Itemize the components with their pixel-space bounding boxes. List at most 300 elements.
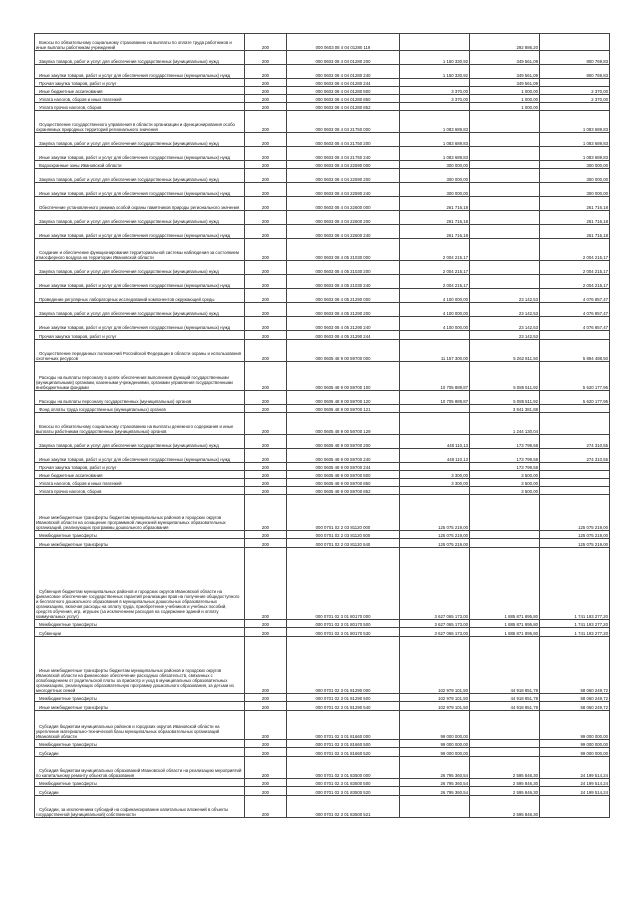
- approved-assignments-cell: 448 110,13: [400, 449, 470, 463]
- approved-assignments-cell: [400, 413, 470, 435]
- expense-name-cell: Создание и обеспечение функционирования территориальной системы наблюдения за состоянием атмосферного воздуха на территории Ивановской области: [35, 239, 245, 261]
- unexecuted-amount-cell: 24 199 514,24: [540, 787, 610, 796]
- executed-amount-cell: [470, 531, 540, 539]
- budget-classification-code-cell: 000 0603 08 4 04 22590 240: [287, 183, 400, 197]
- budget-classification-code-cell: 000 0701 02 3 01 83500 520: [287, 787, 400, 796]
- budget-classification-code-cell: 000 0701 02 3 01 81660 000: [287, 711, 400, 740]
- unexecuted-amount-cell: [540, 405, 610, 413]
- approved-assignments-cell: 3 300,00: [400, 471, 470, 479]
- line-code-cell: 200: [245, 87, 287, 95]
- expense-name-cell: Расходы на выплаты персоналу государственных (муниципальных) органов: [35, 391, 245, 405]
- executed-amount-cell: 173 799,58: [470, 463, 540, 471]
- table-row: [35, 413, 610, 435]
- approved-assignments-cell: 261 716,18: [400, 197, 470, 211]
- budget-expenditure-table: [34, 33, 610, 818]
- unexecuted-amount-cell: 1 741 193 277,20: [540, 548, 610, 620]
- unexecuted-amount-cell: 300 000,00: [540, 161, 610, 169]
- line-code-cell: 200: [245, 51, 287, 65]
- budget-classification-code-cell: 000 0603 08 4 05 21030 240: [287, 275, 400, 289]
- executed-amount-cell: [470, 239, 540, 261]
- unexecuted-amount-cell: 5 620 177,95: [540, 391, 610, 405]
- table-row: [35, 317, 610, 331]
- unexecuted-amount-cell: [540, 413, 610, 435]
- budget-classification-code-cell: 000 0603 08 4 05 21290 000: [287, 289, 400, 303]
- table-row: [35, 51, 610, 65]
- approved-assignments-cell: 3 627 065 173,00: [400, 548, 470, 620]
- table-row: [35, 628, 610, 637]
- expense-name-cell: Закупка товаров, работ и услуг для обеспечения государственных (муниципальных) нужд: [35, 211, 245, 225]
- line-code-cell: 200: [245, 796, 287, 818]
- executed-amount-cell: 1 885 871 895,80: [470, 548, 540, 620]
- approved-assignments-cell: 26 795 360,54: [400, 779, 470, 787]
- table-row: [35, 103, 610, 111]
- line-code-cell: 200: [245, 471, 287, 479]
- expense-name-cell: Субвенция бюджетам муниципальных районов и городских округов Ивановской области на финансовое обеспечение государственных гарантий реализации прав на получение общедоступного и бесплатного дошкольного образования в муниципальных дошкольных образовательных организациях, включая расходы на оплату труда, приобретение учебников и учебных пособий, средств обучения, игр, игрушек (за исключением расходов на содержание зданий и оплату коммунальных услуг): [35, 548, 245, 620]
- approved-assignments-cell: 261 716,18: [400, 225, 470, 239]
- table-row: [35, 147, 610, 161]
- executed-amount-cell: 1 885 871 895,80: [470, 620, 540, 628]
- expense-name-cell: Иные межбюджетные трансферты бюджетам муниципальных районов и городских округов Ивановской области на финансовое обеспечение расходных обязательств, связанных с освобождением от родительской платы за присмотр и уход в муниципальных образовательных организациях, реализующих образовательную программу дошкольного образования, за детьми из многодетных семей: [35, 637, 245, 694]
- budget-classification-code-cell: 000 0603 08 4 04 22600 000: [287, 197, 400, 211]
- approved-assignments-cell: 3 627 065 173,00: [400, 628, 470, 637]
- line-code-cell: 200: [245, 757, 287, 779]
- line-code-cell: 200: [245, 169, 287, 183]
- executed-amount-cell: 44 918 851,78: [470, 702, 540, 711]
- table-row: [35, 495, 610, 531]
- line-code-cell: 200: [245, 303, 287, 317]
- expense-name-cell: Осуществление государственного управления в области организации и функционирования особо охраняемых природных территорий регионального значения: [35, 111, 245, 133]
- table-row: [35, 111, 610, 133]
- expense-name-cell: Межбюджетные трансферты: [35, 779, 245, 787]
- line-code-cell: 200: [245, 391, 287, 405]
- expense-name-cell: Субвенции: [35, 628, 245, 637]
- budget-classification-code-cell: 000 0701 02 3 01 83500 500: [287, 779, 400, 787]
- approved-assignments-cell: 4 100 000,00: [400, 317, 470, 331]
- budget-classification-code-cell: 000 0603 08 4 05 21290 244: [287, 331, 400, 340]
- executed-amount-cell: 2 595 846,30: [470, 796, 540, 818]
- line-code-cell: 200: [245, 740, 287, 748]
- approved-assignments-cell: 300 000,00: [400, 183, 470, 197]
- table-row: [35, 637, 610, 694]
- line-code-cell: 200: [245, 413, 287, 435]
- approved-assignments-cell: 99 000 000,00: [400, 748, 470, 757]
- executed-amount-cell: 44 918 851,78: [470, 637, 540, 694]
- executed-amount-cell: [470, 111, 540, 133]
- budget-classification-code-cell: 000 0605 48 9 00 59700 244: [287, 463, 400, 471]
- executed-amount-cell: 2 595 846,30: [470, 757, 540, 779]
- executed-amount-cell: 349 561,09: [470, 79, 540, 87]
- expense-name-cell: Субсидии: [35, 787, 245, 796]
- budget-classification-code-cell: 000 0605 48 9 00 59700 200: [287, 435, 400, 449]
- table-row: [35, 405, 610, 413]
- table-row: [35, 796, 610, 818]
- unexecuted-amount-cell: 1 741 193 277,20: [540, 620, 610, 628]
- line-code-cell: 200: [245, 147, 287, 161]
- budget-classification-code-cell: 000 0605 48 9 00 59700 129: [287, 413, 400, 435]
- approved-assignments-cell: 1 083 689,83: [400, 111, 470, 133]
- executed-amount-cell: [470, 211, 540, 225]
- approved-assignments-cell: 2 004 215,17: [400, 261, 470, 275]
- line-code-cell: 200: [245, 779, 287, 787]
- budget-classification-code-cell: 000 0701 02 3 01 83500 000: [287, 757, 400, 779]
- table-row: [35, 748, 610, 757]
- budget-classification-code-cell: 000 0603 08 4 04 01280 800: [287, 87, 400, 95]
- unexecuted-amount-cell: 274 310,55: [540, 435, 610, 449]
- approved-assignments-cell: 125 075 219,00: [400, 495, 470, 531]
- budget-classification-code-cell: 000 0701 02 3 01 81660 500: [287, 740, 400, 748]
- executed-amount-cell: 292 886,20: [470, 34, 540, 51]
- unexecuted-amount-cell: [540, 79, 610, 87]
- expense-name-cell: Осуществление переданных полномочий Российской Федерации в области охраны и использования охотничьих ресурсов: [35, 340, 245, 362]
- line-code-cell: 200: [245, 748, 287, 757]
- budget-classification-code-cell: 000 0603 08 4 04 21750 240: [287, 147, 400, 161]
- unexecuted-amount-cell: [540, 487, 610, 495]
- expense-name-cell: Уплата налогов, сборов и иных платежей: [35, 479, 245, 487]
- approved-assignments-cell: 2 004 215,17: [400, 275, 470, 289]
- unexecuted-amount-cell: 24 199 514,24: [540, 779, 610, 787]
- executed-amount-cell: [470, 161, 540, 169]
- approved-assignments-cell: 11 157 300,00: [400, 340, 470, 362]
- approved-assignments-cell: 3 627 065 173,00: [400, 620, 470, 628]
- line-code-cell: 200: [245, 340, 287, 362]
- table-row: [35, 331, 610, 340]
- executed-amount-cell: 1 000,00: [470, 95, 540, 103]
- line-code-cell: 200: [245, 65, 287, 79]
- unexecuted-amount-cell: 125 075 219,00: [540, 495, 610, 531]
- budget-classification-code-cell: 000 0605 48 9 00 59700 120: [287, 391, 400, 405]
- expense-name-cell: Фонд оплаты труда государственных (муниципальных) органов: [35, 405, 245, 413]
- approved-assignments-cell: [400, 34, 470, 51]
- table-row: [35, 289, 610, 303]
- executed-amount-cell: 2 595 846,30: [470, 787, 540, 796]
- expense-name-cell: Иные закупки товаров, работ и услуг для обеспечения государственных (муниципальных) нужд: [35, 183, 245, 197]
- executed-amount-cell: [470, 748, 540, 757]
- table-row: [35, 449, 610, 463]
- executed-amount-cell: 3 841 381,88: [470, 405, 540, 413]
- approved-assignments-cell: 3 370,00: [400, 95, 470, 103]
- table-row: [35, 702, 610, 711]
- table-row: [35, 65, 610, 79]
- budget-classification-code-cell: 000 0603 08 4 04 22600 200: [287, 211, 400, 225]
- budget-classification-code-cell: 000 0605 48 9 00 59700 100: [287, 362, 400, 391]
- executed-amount-cell: 349 561,09: [470, 65, 540, 79]
- expense-name-cell: Иные бюджетные ассигнования: [35, 87, 245, 95]
- approved-assignments-cell: 10 705 889,87: [400, 362, 470, 391]
- budget-classification-code-cell: 000 0603 08 4 04 01280 244: [287, 79, 400, 87]
- line-code-cell: 200: [245, 261, 287, 275]
- unexecuted-amount-cell: 1 083 689,83: [540, 133, 610, 147]
- expense-name-cell: Водоохранные зоны Ивановской области: [35, 161, 245, 169]
- executed-amount-cell: 3 500,00: [470, 487, 540, 495]
- table-row: [35, 79, 610, 87]
- approved-assignments-cell: 99 000 000,00: [400, 740, 470, 748]
- line-code-cell: 200: [245, 133, 287, 147]
- table-row: [35, 620, 610, 628]
- budget-classification-code-cell: 000 0603 08 4 05 21290 240: [287, 317, 400, 331]
- budget-classification-code-cell: 000 0701 02 3 01 81290 000: [287, 637, 400, 694]
- budget-classification-code-cell: 000 0603 08 4 04 22590 200: [287, 169, 400, 183]
- approved-assignments-cell: 102 979 101,50: [400, 694, 470, 702]
- budget-classification-code-cell: 000 0605 48 9 00 59700 850: [287, 479, 400, 487]
- expense-name-cell: Проведение регулярных лабораторных исследований компонентов окружающей среды: [35, 289, 245, 303]
- budget-classification-code-cell: 000 0701 02 3 01 81290 540: [287, 702, 400, 711]
- unexecuted-amount-cell: [540, 463, 610, 471]
- expense-name-cell: Иные закупки товаров, работ и услуг для обеспечения государственных (муниципальных) нужд: [35, 449, 245, 463]
- table-row: [35, 694, 610, 702]
- line-code-cell: 200: [245, 183, 287, 197]
- budget-classification-code-cell: 000 0701 02 3 01 80170 000: [287, 548, 400, 620]
- approved-assignments-cell: 4 100 000,00: [400, 303, 470, 317]
- unexecuted-amount-cell: 4 076 857,47: [540, 289, 610, 303]
- budget-classification-code-cell: 000 0701 02 3 01 80170 500: [287, 620, 400, 628]
- line-code-cell: 200: [245, 487, 287, 495]
- executed-amount-cell: 23 142,53: [470, 303, 540, 317]
- line-code-cell: 200: [245, 197, 287, 211]
- expense-name-cell: Иные закупки товаров, работ и услуг для обеспечения государственных (муниципальных) нужд: [35, 65, 245, 79]
- table-row: [35, 711, 610, 740]
- unexecuted-amount-cell: 274 310,55: [540, 449, 610, 463]
- unexecuted-amount-cell: 99 000 000,00: [540, 748, 610, 757]
- line-code-cell: 200: [245, 103, 287, 111]
- expense-name-cell: Иные межбюджетные трансферты: [35, 539, 245, 548]
- approved-assignments-cell: [400, 331, 470, 340]
- approved-assignments-cell: [400, 405, 470, 413]
- executed-amount-cell: 23 142,53: [470, 331, 540, 340]
- executed-amount-cell: 5 085 511,92: [470, 391, 540, 405]
- expense-name-cell: Закупка товаров, работ и услуг для обеспечения государственных (муниципальных) нужд: [35, 261, 245, 275]
- line-code-cell: 200: [245, 637, 287, 694]
- expense-name-cell: Уплата налогов, сборов и иных платежей: [35, 95, 245, 103]
- approved-assignments-cell: [400, 79, 470, 87]
- table-row: [35, 787, 610, 796]
- executed-amount-cell: [470, 169, 540, 183]
- line-code-cell: 200: [245, 449, 287, 463]
- expense-name-cell: Закупка товаров, работ и услуг для обеспечения государственных (муниципальных) нужд: [35, 303, 245, 317]
- executed-amount-cell: 5 262 811,50: [470, 340, 540, 362]
- unexecuted-amount-cell: 125 075 219,00: [540, 539, 610, 548]
- approved-assignments-cell: [400, 796, 470, 818]
- expense-name-cell: Межбюджетные трансферты: [35, 694, 245, 702]
- unexecuted-amount-cell: [540, 34, 610, 51]
- budget-classification-code-cell: 000 0603 08 4 04 01280 850: [287, 95, 400, 103]
- executed-amount-cell: [470, 711, 540, 740]
- executed-amount-cell: 1 244 130,04: [470, 413, 540, 435]
- unexecuted-amount-cell: 1 083 689,83: [540, 147, 610, 161]
- expense-name-cell: Субсидия бюджетам муниципальных образований Ивановской области на реализацию мероприятий по капитальному ремонту объектов образования: [35, 757, 245, 779]
- unexecuted-amount-cell: 1 083 689,83: [540, 111, 610, 133]
- budget-classification-code-cell: 000 0605 48 9 00 59700 121: [287, 405, 400, 413]
- approved-assignments-cell: [400, 463, 470, 471]
- approved-assignments-cell: 1 083 689,83: [400, 133, 470, 147]
- executed-amount-cell: [470, 225, 540, 239]
- approved-assignments-cell: 300 000,00: [400, 169, 470, 183]
- budget-classification-code-cell: 000 0701 02 2 03 81120 540: [287, 539, 400, 548]
- unexecuted-amount-cell: [540, 796, 610, 818]
- approved-assignments-cell: 10 705 889,87: [400, 391, 470, 405]
- budget-classification-code-cell: 000 0701 02 3 01 83500 521: [287, 796, 400, 818]
- expense-name-cell: Субсидии, за исключением субсидий на софинансирование капитальных вложений в объекты государственной (муниципальной) собственности: [35, 796, 245, 818]
- expense-name-cell: Уплата прочих налогов, сборов: [35, 487, 245, 495]
- executed-amount-cell: 349 561,09: [470, 51, 540, 65]
- budget-classification-code-cell: 000 0603 08 4 04 22600 240: [287, 225, 400, 239]
- approved-assignments-cell: 3 300,00: [400, 479, 470, 487]
- unexecuted-amount-cell: 4 076 857,47: [540, 317, 610, 331]
- table-row: [35, 225, 610, 239]
- budget-classification-code-cell: 000 0605 48 9 00 59700 000: [287, 340, 400, 362]
- line-code-cell: 200: [245, 111, 287, 133]
- budget-classification-code-cell: 000 0701 02 2 03 81120 000: [287, 495, 400, 531]
- expense-name-cell: Иные закупки товаров, работ и услуг для обеспечения государственных (муниципальных) нужд: [35, 317, 245, 331]
- line-code-cell: 200: [245, 531, 287, 539]
- expense-name-cell: Закупка товаров, работ и услуг для обеспечения государственных (муниципальных) нужд: [35, 51, 245, 65]
- executed-amount-cell: [470, 183, 540, 197]
- approved-assignments-cell: 26 795 360,54: [400, 787, 470, 796]
- expense-name-cell: Расходы на выплаты персоналу в целях обеспечения выполнения функций государственными (муниципальными) органами, казенными учреждениями, органами управления государственными внебюджетными фондами: [35, 362, 245, 391]
- table-row: [35, 239, 610, 261]
- budget-classification-code-cell: 000 0701 02 3 01 80170 530: [287, 628, 400, 637]
- expense-name-cell: Субсидии: [35, 748, 245, 757]
- approved-assignments-cell: 1 150 330,92: [400, 51, 470, 65]
- line-code-cell: 200: [245, 79, 287, 87]
- line-code-cell: 200: [245, 548, 287, 620]
- expense-name-cell: Прочая закупка товаров, работ и услуг: [35, 79, 245, 87]
- line-code-cell: 200: [245, 702, 287, 711]
- unexecuted-amount-cell: 5 894 488,50: [540, 340, 610, 362]
- unexecuted-amount-cell: 58 060 249,72: [540, 694, 610, 702]
- table-row: [35, 161, 610, 169]
- table-row: [35, 391, 610, 405]
- unexecuted-amount-cell: 2 004 215,17: [540, 239, 610, 261]
- expense-name-cell: Иные закупки товаров, работ и услуг для обеспечения государственных (муниципальных) нужд: [35, 147, 245, 161]
- line-code-cell: 200: [245, 405, 287, 413]
- executed-amount-cell: [470, 539, 540, 548]
- executed-amount-cell: 1 000,00: [470, 103, 540, 111]
- table-row: [35, 779, 610, 787]
- budget-classification-code-cell: 000 0603 08 4 04 01280 852: [287, 103, 400, 111]
- line-code-cell: 200: [245, 479, 287, 487]
- table-body: [35, 34, 610, 818]
- line-code-cell: 200: [245, 620, 287, 628]
- table-row: [35, 757, 610, 779]
- table-row: [35, 211, 610, 225]
- executed-amount-cell: [470, 740, 540, 748]
- unexecuted-amount-cell: 2 004 215,17: [540, 275, 610, 289]
- executed-amount-cell: [470, 275, 540, 289]
- executed-amount-cell: [470, 495, 540, 531]
- table-row: [35, 362, 610, 391]
- table-row: [35, 539, 610, 548]
- approved-assignments-cell: 448 110,13: [400, 435, 470, 449]
- approved-assignments-cell: 125 075 219,00: [400, 539, 470, 548]
- line-code-cell: 200: [245, 539, 287, 548]
- budget-classification-code-cell: 000 0603 08 4 05 21030 200: [287, 261, 400, 275]
- line-code-cell: 200: [245, 331, 287, 340]
- executed-amount-cell: 44 918 851,78: [470, 694, 540, 702]
- table-row: [35, 531, 610, 539]
- line-code-cell: 200: [245, 463, 287, 471]
- line-code-cell: 200: [245, 362, 287, 391]
- budget-classification-code-cell: 000 0701 02 3 01 81290 500: [287, 694, 400, 702]
- unexecuted-amount-cell: [540, 479, 610, 487]
- budget-execution-report-page: [34, 33, 609, 818]
- table-row: [35, 95, 610, 103]
- line-code-cell: 200: [245, 694, 287, 702]
- budget-classification-code-cell: 000 0603 08 4 04 21750 000: [287, 111, 400, 133]
- expense-name-cell: Иные закупки товаров, работ и услуг для обеспечения государственных (муниципальных) нужд: [35, 225, 245, 239]
- expense-name-cell: Закупка товаров, работ и услуг для обеспечения государственных (муниципальных) нужд: [35, 435, 245, 449]
- budget-classification-code-cell: 000 0605 48 9 00 59700 800: [287, 471, 400, 479]
- unexecuted-amount-cell: 800 769,83: [540, 51, 610, 65]
- unexecuted-amount-cell: 4 076 857,47: [540, 303, 610, 317]
- table-row: [35, 197, 610, 211]
- unexecuted-amount-cell: 58 060 249,72: [540, 637, 610, 694]
- budget-classification-code-cell: 000 0701 02 3 01 81660 520: [287, 748, 400, 757]
- table-row: [35, 275, 610, 289]
- table-row: [35, 740, 610, 748]
- budget-classification-code-cell: 000 0603 08 4 04 01280 240: [287, 65, 400, 79]
- expense-name-cell: Иные межбюджетные трансферты: [35, 702, 245, 711]
- line-code-cell: 200: [245, 317, 287, 331]
- line-code-cell: 200: [245, 34, 287, 51]
- approved-assignments-cell: 125 075 219,00: [400, 531, 470, 539]
- table-row: [35, 471, 610, 479]
- budget-classification-code-cell: 000 0603 08 4 04 21750 200: [287, 133, 400, 147]
- executed-amount-cell: [470, 197, 540, 211]
- unexecuted-amount-cell: [540, 471, 610, 479]
- expense-name-cell: Межбюджетные трансферты: [35, 620, 245, 628]
- executed-amount-cell: 3 500,00: [470, 471, 540, 479]
- approved-assignments-cell: 102 979 101,50: [400, 702, 470, 711]
- unexecuted-amount-cell: 99 000 000,00: [540, 711, 610, 740]
- unexecuted-amount-cell: 2 370,00: [540, 87, 610, 95]
- unexecuted-amount-cell: 2 370,00: [540, 95, 610, 103]
- approved-assignments-cell: 300 000,00: [400, 161, 470, 169]
- unexecuted-amount-cell: 125 075 219,00: [540, 531, 610, 539]
- table-row: [35, 548, 610, 620]
- table-row: [35, 487, 610, 495]
- approved-assignments-cell: 1 083 689,83: [400, 147, 470, 161]
- expense-name-cell: Прочая закупка товаров, работ и услуг: [35, 463, 245, 471]
- expense-name-cell: Закупка товаров, работ и услуг для обеспечения государственных (муниципальных) нужд: [35, 133, 245, 147]
- approved-assignments-cell: 3 370,00: [400, 87, 470, 95]
- line-code-cell: 200: [245, 711, 287, 740]
- unexecuted-amount-cell: 5 620 177,95: [540, 362, 610, 391]
- unexecuted-amount-cell: 300 000,00: [540, 183, 610, 197]
- executed-amount-cell: 23 142,53: [470, 289, 540, 303]
- unexecuted-amount-cell: 800 769,83: [540, 65, 610, 79]
- table-row: [35, 340, 610, 362]
- unexecuted-amount-cell: [540, 103, 610, 111]
- unexecuted-amount-cell: 261 716,18: [540, 197, 610, 211]
- table-row: [35, 183, 610, 197]
- table-row: [35, 87, 610, 95]
- executed-amount-cell: [470, 133, 540, 147]
- unexecuted-amount-cell: [540, 331, 610, 340]
- expense-name-cell: Иные бюджетные ассигнования: [35, 471, 245, 479]
- expense-name-cell: Иные межбюджетные трансферты бюджетам муниципальных районов и городских округов Ивановской области на оснащение программной лицензией муниципальных образовательных организаций, реализующих программы дошкольного образования: [35, 495, 245, 531]
- budget-classification-code-cell: 000 0603 08 4 04 01280 200: [287, 51, 400, 65]
- executed-amount-cell: 173 799,58: [470, 435, 540, 449]
- unexecuted-amount-cell: 261 716,18: [540, 225, 610, 239]
- executed-amount-cell: 3 500,00: [470, 479, 540, 487]
- table-row: [35, 463, 610, 471]
- line-code-cell: 200: [245, 787, 287, 796]
- expense-name-cell: Межбюджетные трансферты: [35, 531, 245, 539]
- approved-assignments-cell: [400, 487, 470, 495]
- line-code-cell: 200: [245, 225, 287, 239]
- table-row: [35, 34, 610, 51]
- budget-classification-code-cell: 000 0603 08 4 05 21030 000: [287, 239, 400, 261]
